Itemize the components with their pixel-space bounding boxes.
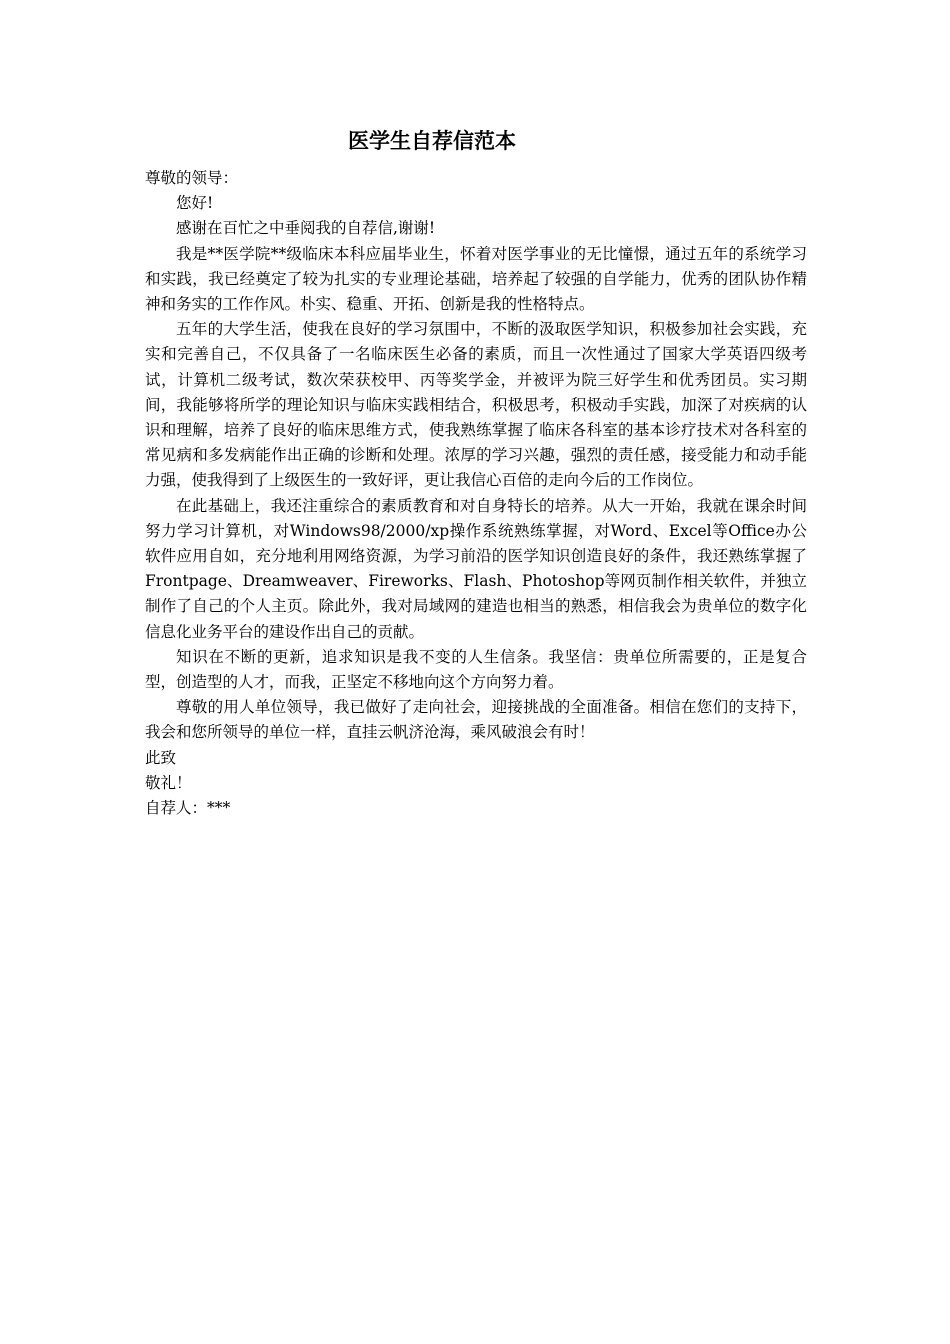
paragraph-thanks: 感谢在百忙之中垂阅我的自荐信,谢谢! [176, 219, 436, 238]
closing-line-1: 此致 [145, 748, 177, 767]
closing-line-2: 敬礼！ [145, 773, 192, 792]
document-title: 医学生自荐信范本 [348, 129, 516, 153]
paragraph-university-life: 五年的大学生活，使我在良好的学习氛围中，不断的汲取医学知识，积极参加社会实践，充实和完善自己，不仅具备了一名临床医生必备的素质，而且一次性通过了国家大学英语四级考试，计算机二级考试，数次荣获校甲、丙等奖学金，并被评为院三好学生和优秀团员。实习期间，我能够将所学的理论知识与临床实践相结合，积极思考，积极动手实践，加深了对疾病的认识和理解，培养了良好的临床思维方式，使我熟练掌握了临床各科室的基本诊疗技术对各科室的常见病和多发病能作出正确的诊断和处理。浓厚的学习兴趣，强烈的责任感，接受能力和动手能力强，使我得到了上级医生的一致好评，更让我信心百倍的走向今后的工作岗位。 [145, 320, 807, 490]
greeting: 您好! [176, 194, 214, 213]
signature: 自荐人：*** [145, 799, 231, 818]
salutation: 尊敬的领导： [145, 169, 239, 187]
letter-body [145, 166, 807, 821]
paragraph-skills: 在此基础上，我还注重综合的素质教育和对自身特长的培养。从大一开始，我就在课余时间努力学习计算机，对Windows98/2000/xp操作系统熟练掌握，对Word、Excel等Office办公软件应用自如，充分地利用网络资源，为学习前沿的医学知识创造良好的条件，我还熟练掌握了Frontpage、Dreamweaver、Fireworks、Flash、Photoshop等网页制作相关软件，并独立制作了自己的个人主页。除此外，我对局域网的建造也相当的熟悉，相信我会为贵单位的数字化信息化业务平台的建设作出自己的贡献。 [145, 496, 807, 641]
paragraph-conclusion: 尊敬的用人单位领导，我已做好了走向社会，迎接挑战的全面准备。相信在您们的支持下，我会和您所领导的单位一样，直挂云帆济沧海，乘风破浪会有时！ [145, 698, 807, 742]
paragraph-introduction: 我是**医学院**级临床本科应届毕业生，怀着对医学事业的无比憧憬，通过五年的系统学习和实践，我已经奠定了较为扎实的专业理论基础，培养起了较强的自学能力，优秀的团队协作精神和务实的工作作风。朴实、稳重、开拓、创新是我的性格特点。 [145, 244, 807, 314]
paragraph-belief: 知识在不断的更新，追求知识是我不变的人生信条。我坚信：贵单位所需要的，正是复合型，创造型的人才，而我，正坚定不移地向这个方向努力着。 [145, 647, 807, 692]
